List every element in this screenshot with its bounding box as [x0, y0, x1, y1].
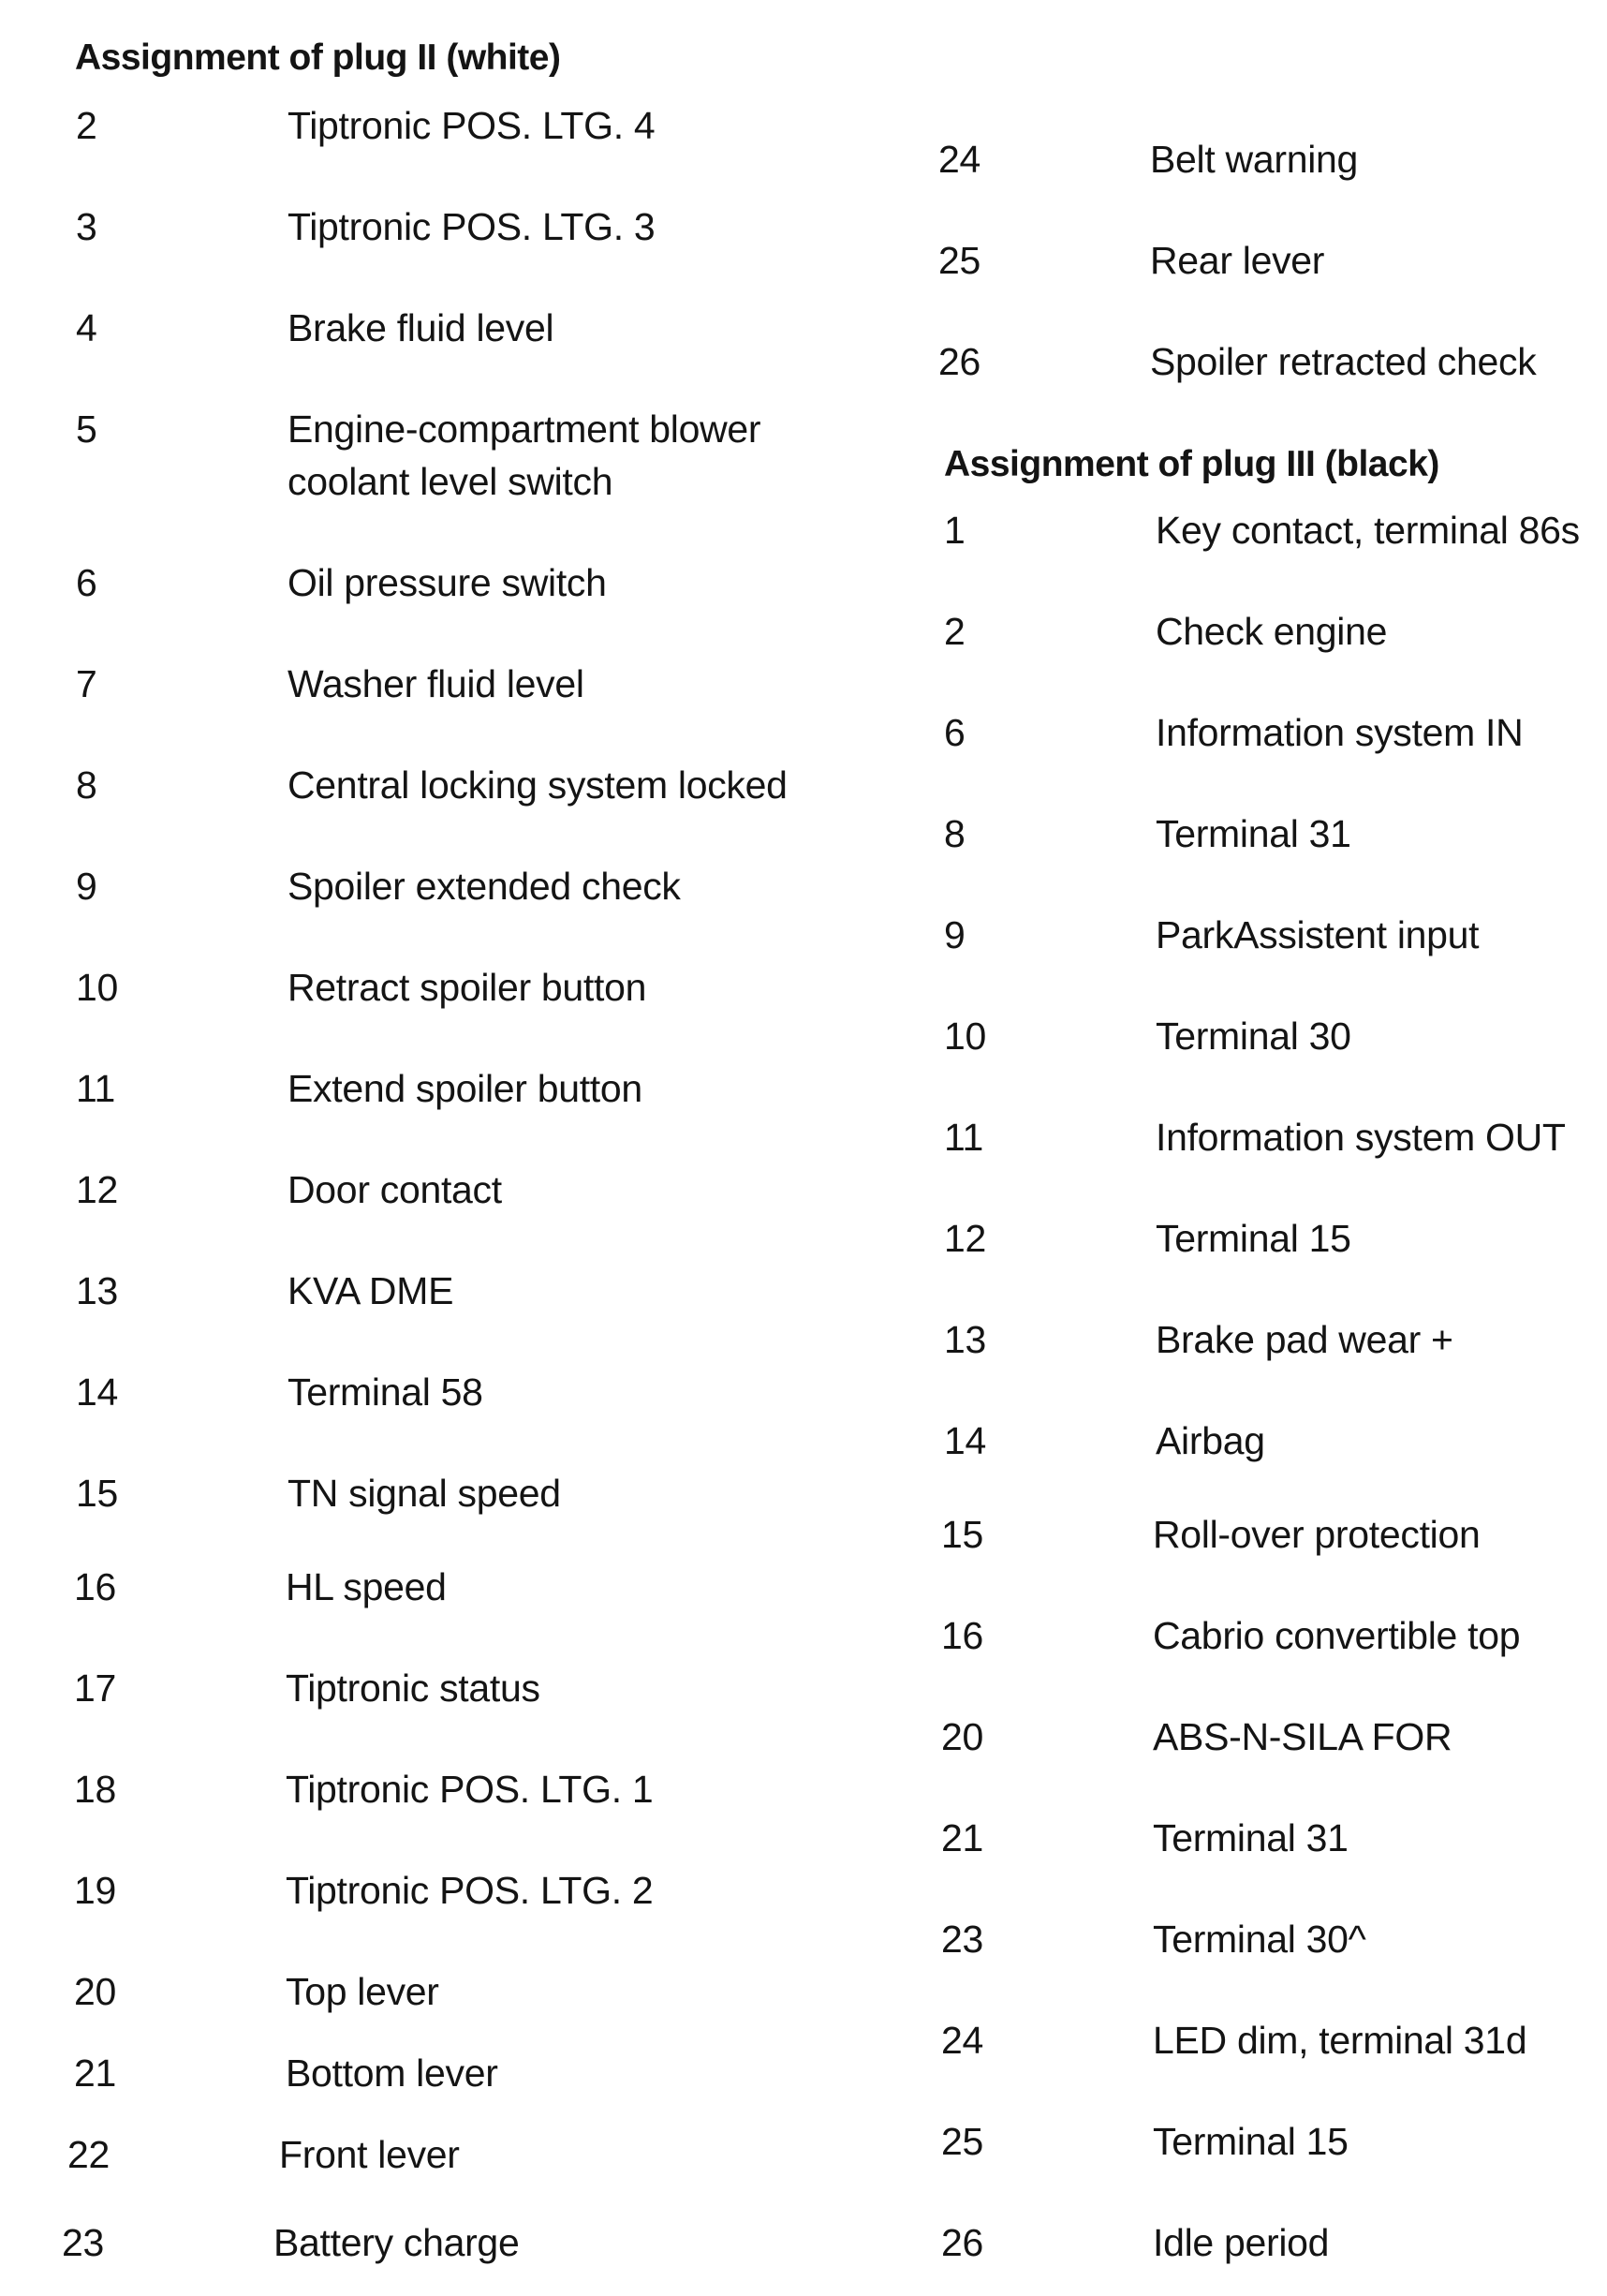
pin-number: 14 — [944, 1419, 987, 1462]
pin-number: 10 — [76, 966, 119, 1009]
pin-number: 9 — [944, 913, 966, 956]
pin-assignment: Terminal 31 — [1156, 812, 1351, 855]
pin-number: 9 — [76, 865, 97, 908]
pin-assignment: Washer fluid level — [287, 662, 584, 705]
pin-assignment: Spoiler extended check — [287, 865, 681, 908]
pin-assignment: Terminal 15 — [1156, 1217, 1351, 1260]
pin-number: 26 — [938, 340, 981, 383]
pin-assignment: Spoiler retracted check — [1150, 340, 1537, 383]
pin-assignment: Rear lever — [1150, 239, 1325, 282]
pin-number: 6 — [944, 711, 966, 754]
pin-number: 11 — [944, 1116, 983, 1159]
pin-number: 25 — [938, 239, 981, 282]
pin-assignment: Tiptronic POS. LTG. 4 — [287, 104, 656, 147]
pin-assignment: Belt warning — [1150, 138, 1359, 181]
pin-number: 22 — [67, 2133, 111, 2176]
pin-number: 1 — [944, 509, 966, 552]
pin-assignment: LED dim, terminal 31d — [1153, 2019, 1527, 2062]
pin-assignment: Tiptronic POS. LTG. 2 — [286, 1869, 654, 1912]
pin-number: 4 — [76, 306, 97, 349]
pin-assignment: Terminal 30 — [1156, 1015, 1351, 1058]
pin-number: 12 — [944, 1217, 987, 1260]
pin-number: 20 — [74, 1970, 117, 2013]
pin-number: 2 — [944, 610, 966, 653]
pin-assignment: Terminal 31 — [1153, 1816, 1349, 1859]
pin-assignment: Key contact, terminal 86s — [1156, 509, 1580, 552]
pin-assignment: Door contact — [287, 1168, 502, 1211]
pin-assignment: KVA DME — [287, 1269, 454, 1312]
pin-number: 14 — [76, 1370, 119, 1414]
pin-number: 8 — [76, 763, 97, 807]
pin-number: 8 — [944, 812, 966, 855]
pin-assignment: Airbag — [1156, 1419, 1265, 1462]
pin-number: 25 — [941, 2120, 984, 2163]
pin-assignment: Cabrio convertible top — [1153, 1614, 1521, 1657]
pin-number: 3 — [76, 205, 97, 248]
pin-number: 18 — [74, 1768, 117, 1811]
pin-assignment: Retract spoiler button — [287, 966, 647, 1009]
pin-assignment: Front lever — [279, 2133, 460, 2176]
pin-assignment: Roll-over protection — [1153, 1513, 1481, 1556]
pin-number: 24 — [938, 138, 981, 181]
pin-number: 10 — [944, 1015, 987, 1058]
pin-assignment: Engine-compartment blower — [287, 407, 761, 451]
pin-assignment: Extend spoiler button — [287, 1067, 642, 1110]
pin-number: 26 — [941, 2221, 984, 2264]
pin-assignment: Bottom lever — [286, 2052, 498, 2095]
pin-number: 16 — [941, 1614, 984, 1657]
pin-number: 6 — [76, 561, 97, 604]
pin-assignment: Terminal 58 — [287, 1370, 483, 1414]
pin-assignment: Tiptronic status — [286, 1666, 540, 1710]
pin-number: 20 — [941, 1715, 984, 1758]
pin-assignment: Information system OUT — [1156, 1116, 1566, 1159]
pin-number: 23 — [941, 1918, 984, 1961]
pin-assignment: Brake fluid level — [287, 306, 554, 349]
pin-assignment: ParkAssistent input — [1156, 913, 1480, 956]
pin-assignment: Brake pad wear + — [1156, 1318, 1453, 1361]
pin-assignment: Oil pressure switch — [287, 561, 607, 604]
pin-assignment: Battery charge — [273, 2221, 520, 2264]
pin-assignment: Top lever — [286, 1970, 439, 2013]
pin-number: 21 — [941, 1816, 984, 1859]
pin-number: 12 — [76, 1168, 119, 1211]
pin-number: 7 — [76, 662, 97, 705]
pin-number: 13 — [944, 1318, 987, 1361]
pin-assignment: Central locking system locked — [287, 763, 788, 807]
pin-assignment: ABS-N-SILA FOR — [1153, 1715, 1452, 1758]
pin-number: 17 — [74, 1666, 117, 1710]
pin-number: 5 — [76, 407, 97, 451]
pin-assignment: Terminal 15 — [1153, 2120, 1349, 2163]
pin-number: 15 — [76, 1472, 119, 1515]
pin-assignment: HL speed — [286, 1565, 447, 1608]
pin-number: 11 — [76, 1067, 115, 1110]
pin-assignment: Check engine — [1156, 610, 1388, 653]
pin-number: 16 — [74, 1565, 117, 1608]
pin-assignment: TN signal speed — [287, 1472, 561, 1515]
pin-assignment-line2: coolant level switch — [287, 460, 613, 503]
pin-assignment: Idle period — [1153, 2221, 1330, 2264]
pin-assignment: Terminal 30^ — [1153, 1918, 1366, 1961]
pin-number: 13 — [76, 1269, 119, 1312]
pin-number: 2 — [76, 104, 97, 147]
pin-assignment: Information system IN — [1156, 711, 1524, 754]
pin-assignment: Tiptronic POS. LTG. 1 — [286, 1768, 654, 1811]
pin-assignment: Tiptronic POS. LTG. 3 — [287, 205, 656, 248]
plug-iii-heading: Assignment of plug III (black) — [944, 444, 1439, 484]
pin-number: 15 — [941, 1513, 984, 1556]
pin-number: 23 — [62, 2221, 105, 2264]
pin-number: 19 — [74, 1869, 117, 1912]
pin-number: 24 — [941, 2019, 984, 2062]
plug-ii-heading: Assignment of plug II (white) — [75, 37, 561, 78]
pin-number: 21 — [74, 2052, 117, 2095]
